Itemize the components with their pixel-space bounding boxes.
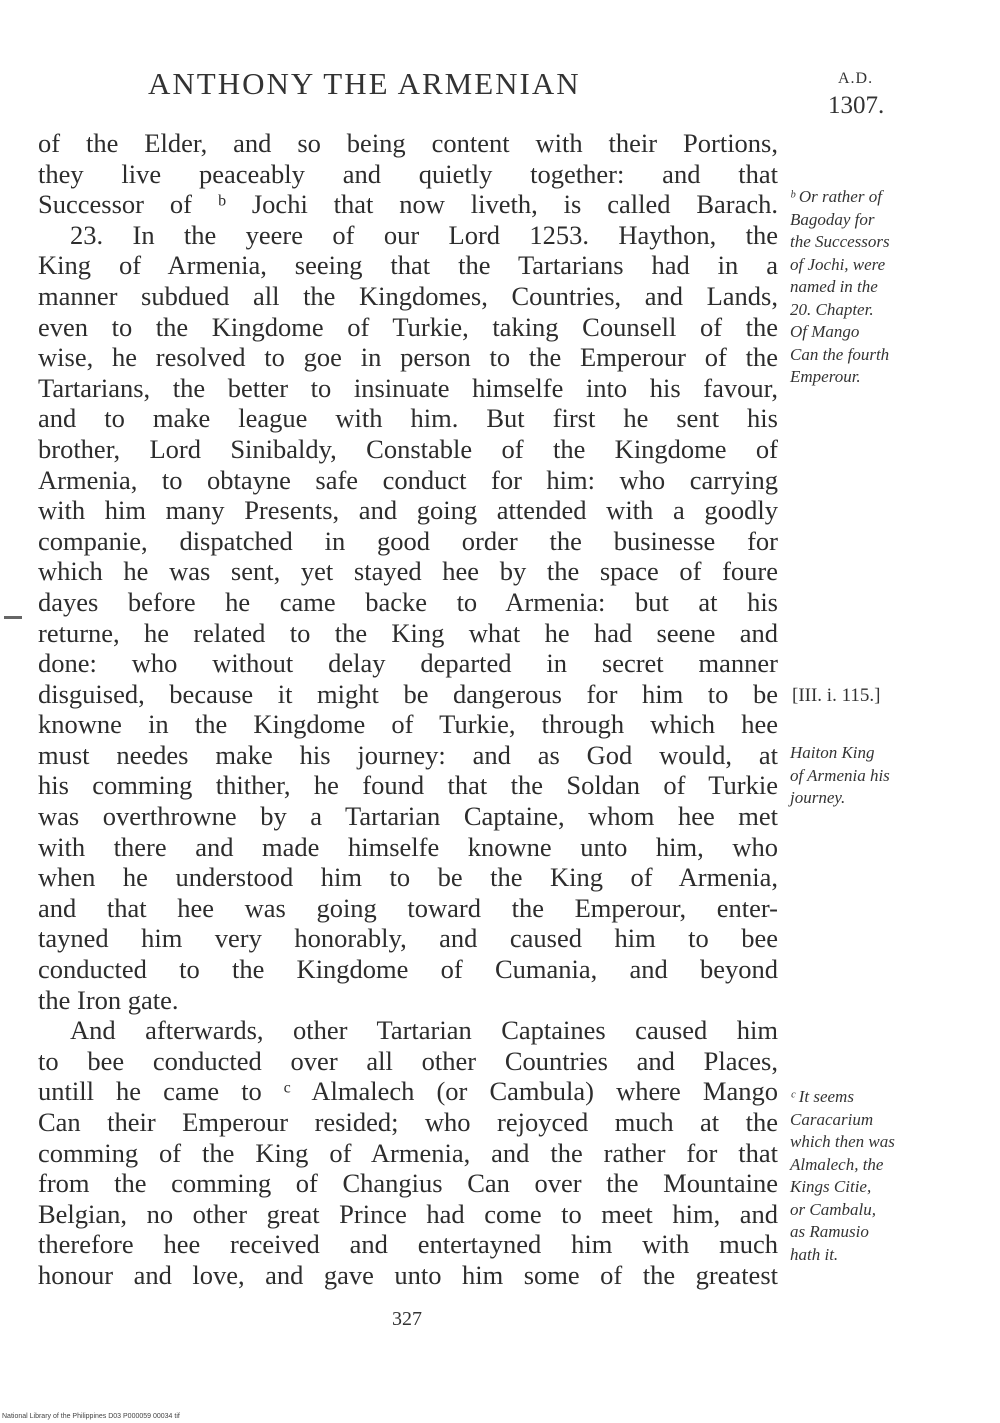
margin-note-line: Almalech, the: [790, 1154, 884, 1174]
text-line: returne, he related to the King what he had seene and: [38, 617, 778, 648]
main-text-block: [38, 128, 778, 1291]
text-line: of the Elder, and so being content with their Portions,: [38, 128, 778, 158]
text-line: companie, dispatched in good order the businesse for: [38, 525, 778, 556]
year-label: A.D.: [838, 70, 874, 87]
text-line: tayned him very honorably, and caused him to bee: [38, 923, 778, 954]
text-line: was overthrowne by a Tartarian Captaine, whom hee met: [38, 801, 778, 832]
text-line: knowne in the Kingdome of Turkie, through which hee: [38, 709, 778, 740]
margin-note-haiton: [790, 742, 995, 810]
text-line: And afterwards, other Tartarian Captaines caused him: [70, 1015, 778, 1046]
text-line: and that hee was going toward the Emperour, enter-: [38, 892, 778, 923]
text-line: Belgian, no other great Prince had come to meet him, and: [38, 1198, 778, 1229]
text-line: untill he came to ᶜ Almalech (or Cambula) where Mango: [38, 1076, 778, 1107]
text-line: Can their Emperour resided; who rejoyced much at the: [38, 1107, 778, 1137]
margin-note-line: as Ramusio: [790, 1222, 869, 1241]
margin-note-line: Kings Citie,: [790, 1177, 872, 1196]
margin-note-line: Haiton King: [790, 743, 875, 762]
margin-note-line: of Armenia his: [790, 765, 890, 785]
margin-note-line: 20. Chapter.: [790, 299, 874, 319]
margin-note-line: hath it.: [790, 1244, 839, 1264]
text-line: therefore hee received and entertayned him with much: [38, 1229, 778, 1260]
margin-note-line: ᵇ Or rather of: [790, 187, 882, 206]
text-line: with him many Presents, and going attended with a goodly: [38, 495, 778, 526]
text-line: Successor of ᵇ Jochi that now liveth, is called Barach.: [38, 189, 778, 220]
text-line: brother, Lord Sinibaldy, Constable of the Kingdome of: [38, 433, 778, 464]
text-line: wise, he resolved to goe in person to the Emperour of the: [38, 342, 778, 373]
text-line: his comming thither, he found that the Soldan of Turkie: [38, 770, 778, 801]
margin-note-line: or Cambalu,: [790, 1199, 876, 1219]
text-line: they live peaceably and quietly together: and that: [38, 158, 778, 189]
margin-note-line: Bagoday for: [790, 209, 875, 229]
scan-mark: [4, 616, 22, 619]
text-line: 23. In the yeere of our Lord 1253. Haython, the: [70, 219, 778, 250]
text-line: with there and made himselfe knowne unto him, who: [38, 831, 778, 862]
page-number: 327: [392, 1308, 422, 1330]
margin-note-line: of Jochi, were: [790, 254, 886, 274]
margin-note-line: Of Mango: [790, 322, 860, 341]
text-line: even to the Kingdome of Turkie, taking Counsell of the: [38, 311, 778, 342]
margin-note-line: which then was: [790, 1132, 895, 1151]
text-line: conducted to the Kingdome of Cumania, and beyond: [38, 954, 778, 985]
text-line: dayes before he came backe to Armenia: but at his: [38, 586, 778, 617]
text-line: honour and love, and gave unto him some of the greatest: [38, 1259, 778, 1290]
text-line: and to make league with him. But first he sent his: [38, 403, 778, 434]
margin-note-line: Can the fourth: [790, 344, 890, 364]
text-line: must needes make his journey: and as God would, at: [38, 739, 778, 770]
text-line: when he understood him to be the King of Armenia,: [38, 862, 778, 893]
margin-note-line: Emperour.: [790, 367, 861, 386]
text-line: Tartarians, the better to insinuate himselfe into his favour,: [38, 372, 778, 403]
text-line: disguised, because it might be dangerous for him to be: [38, 678, 778, 709]
margin-note-almalech: [790, 1086, 995, 1266]
margin-note-line: the Successors: [790, 232, 890, 251]
text-line: manner subdued all the Kingdomes, Countries, and Lands,: [38, 280, 778, 311]
volume-page-reference: [III. i. 115.]: [792, 685, 881, 706]
text-line: Armenia, to obtayne safe conduct for him: who carrying: [38, 464, 778, 495]
text-line: from the comming of Changius Can over the Mountaine: [38, 1168, 778, 1199]
text-line: the Iron gate.: [38, 984, 179, 1015]
text-line: King of Armenia, seeing that the Tartarians had in a: [38, 250, 778, 281]
text-line: to bee conducted over all other Countries and Places,: [38, 1045, 778, 1076]
margin-note-line: named in the: [790, 277, 878, 296]
scan-credit: National Library of the Philippines D03 P000059 00034 tif: [2, 1413, 180, 1420]
text-line: comming of the King of Armenia, and the rather for that: [38, 1137, 778, 1168]
running-title: ANTHONY THE ARMENIAN: [148, 66, 581, 101]
text-line: which he was sent, yet stayed hee by the space of foure: [38, 556, 778, 587]
margin-note-line: Caracarium: [790, 1109, 874, 1129]
year-value: 1307.: [828, 92, 885, 119]
margin-note-line: journey.: [790, 788, 846, 807]
text-line: done: who without delay departed in secret manner: [38, 648, 778, 679]
margin-note-jochi: [790, 186, 995, 389]
margin-note-line: ᶜ It seems: [790, 1087, 854, 1106]
